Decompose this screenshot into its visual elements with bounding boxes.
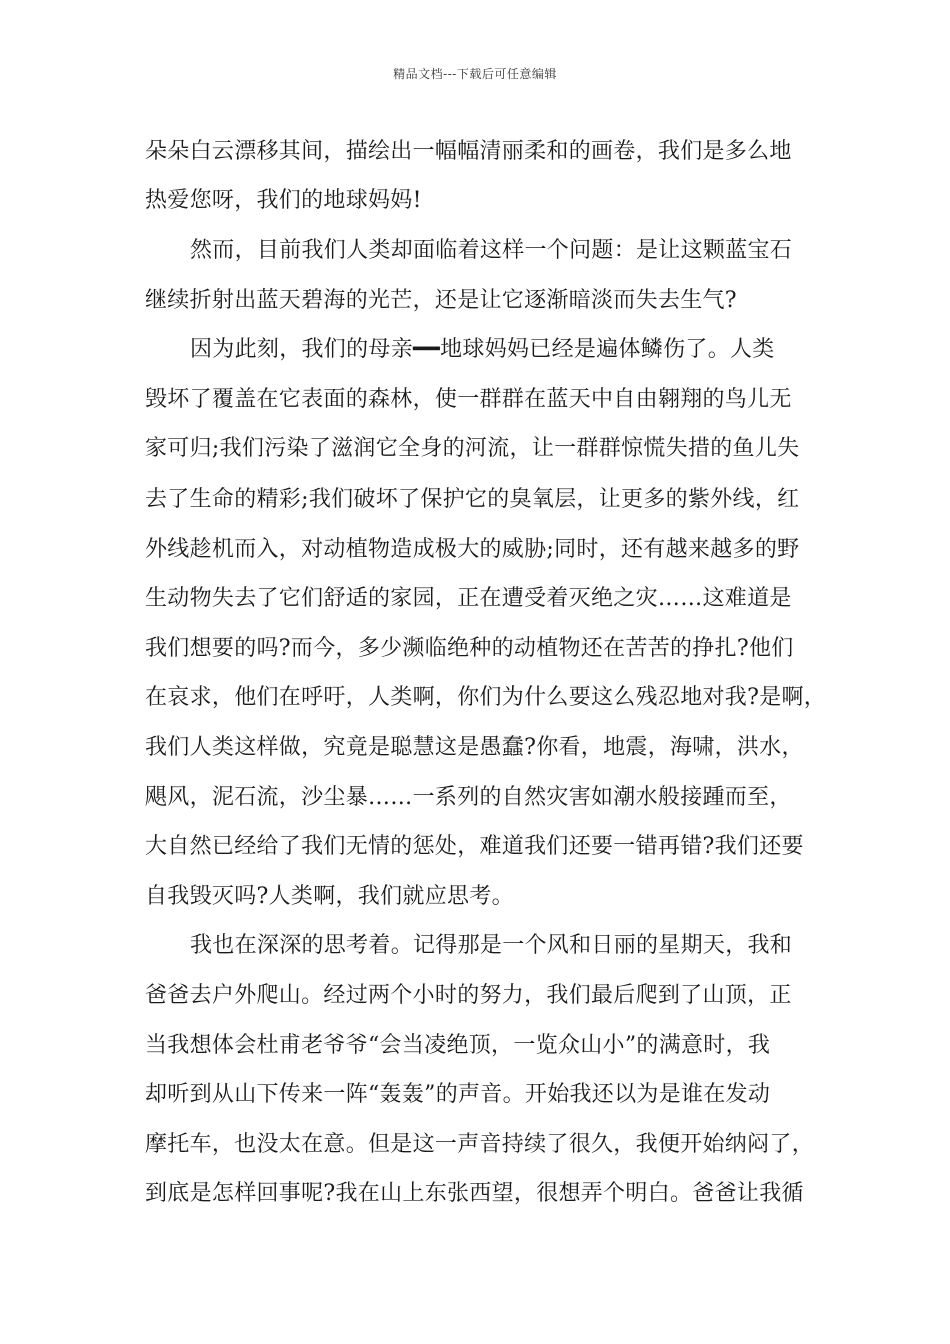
paragraph-first-line: 因为此刻，我们的母亲━━地球妈妈已经是遍体鳞伤了。人类 [190,337,775,362]
text-line: 家可归;我们污染了滋润它全身的河流，让一群群惊慌失措的鱼儿失 [145,436,800,461]
text-line: 我们想要的吗?而今，多少濒临绝种的动植物还在苦苦的挣扎?他们 [145,636,794,661]
text-line: 生动物失去了它们舒适的家园，正在遭受着灭绝之灾……这难道是 [145,586,792,611]
text-line: 外线趁机而入，对动植物造成极大的威胁;同时，还有越来越多的野 [145,537,800,562]
text-line: 热爱您呀，我们的地球妈妈! [145,188,422,213]
text-line: 大自然已经给了我们无情的惩处，难道我们还要一错再错?我们还要 [145,834,804,859]
text-line: 去了生命的精彩;我们破坏了保护它的臭氧层，让更多的紫外线，红 [145,487,800,512]
text-line: 到底是怎样回事呢?我在山上东张西望，很想弄个明白。爸爸让我循 [145,1181,804,1206]
text-line: 自我毁灭吗?人类啊，我们就应思考。 [145,884,514,909]
page-header: 精品文档---下载后可任意编辑 [393,67,557,81]
paragraph-first-line: 然而，目前我们人类却面临着这样一个问题：是让这颗蓝宝石 [190,238,793,263]
text-line: 却听到从山下传来一阵“轰轰”的声音。开始我还以为是谁在发动 [145,1082,771,1107]
text-line: 当我想体会杜甫老爷爷“会当凌绝顶，一览众山小”的满意时，我 [145,1033,771,1058]
text-line: 爸爸去户外爬山。经过两个小时的努力，我们最后爬到了山顶，正 [145,983,792,1008]
text-line: 摩托车，也没太在意。但是这一声音持续了很久，我便开始纳闷了， [145,1132,815,1157]
text-line: 继续折射出蓝天碧海的光芒，还是让它逐渐暗淡而失去生气? [145,288,737,313]
text-line: 飓风，泥石流，沙尘暴……一系列的自然灾害如潮水般接踵而至， [145,785,792,810]
text-line: 毁坏了覆盖在它表面的森林，使一群群在蓝天中自由翱翔的鸟儿无 [145,387,792,412]
text-line: 在哀求，他们在呼吁，人类啊，你们为什么要这么残忍地对我?是啊， [145,685,827,710]
text-line: 我们人类这样做，究竟是聪慧这是愚蠢?你看，地震，海啸，洪水， [145,735,804,760]
text-line: 朵朵白云漂移其间，描绘出一幅幅清丽柔和的画卷，我们是多么地 [145,139,792,164]
paragraph-first-line: 我也在深深的思考着。记得那是一个风和日丽的星期天，我和 [190,933,793,958]
